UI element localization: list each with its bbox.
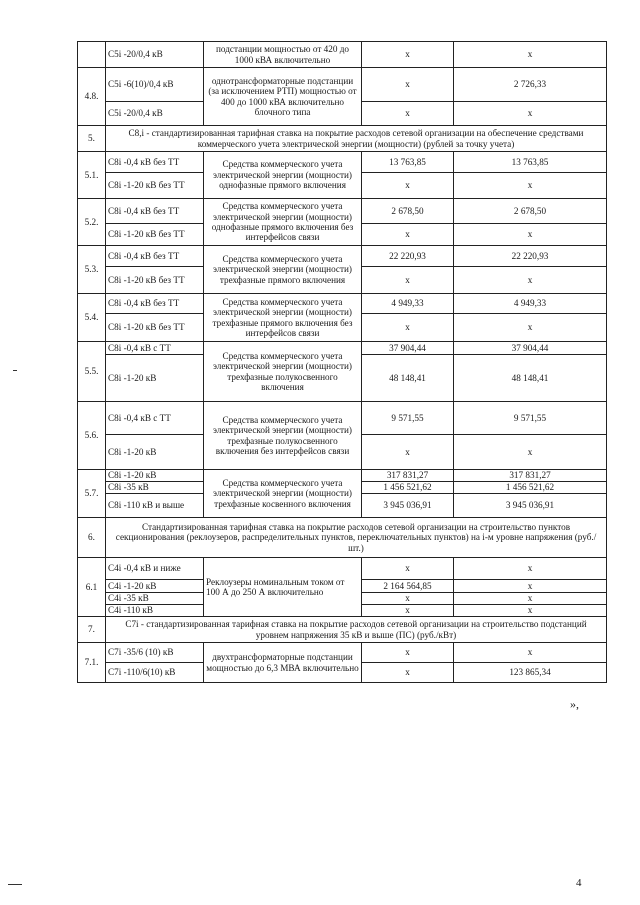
row-number: 5.2. <box>78 199 106 246</box>
row-value: 13 763,85 <box>454 152 607 173</box>
row-value: 2 726,33 <box>454 68 607 102</box>
row-value: x <box>454 435 607 470</box>
row-code: C8i -1-20 кВ без ТТ <box>106 224 204 246</box>
section-header-row <box>78 518 607 558</box>
row-code: C8i -1-20 кВ без ТТ <box>106 267 204 294</box>
table-row <box>78 152 607 173</box>
row-value: x <box>454 42 607 68</box>
row-code: C5i -6(10)/0,4 кВ <box>106 68 204 102</box>
row-number: 5.5. <box>78 342 106 402</box>
row-code: C4i -110 кВ <box>106 605 204 617</box>
row-description: двухтрансформаторные подстанции мощностью до 6,3 МВА включительно <box>204 643 362 683</box>
row-value: x <box>362 558 454 580</box>
table-row <box>78 199 607 224</box>
row-code: C8i -1-20 кВ <box>106 355 204 402</box>
row-description: Средства коммерческого учета электрической энергии (мощности) однофазные прямого включения без интерфейсов связи <box>204 199 362 246</box>
row-description: Средства коммерческого учета электрической энергии (мощности) трехфазные прямого включения <box>204 246 362 294</box>
row-description: Средства коммерческого учета электрической энергии (мощности) трехфазные полукосвенного включения без интерфейсов связи <box>204 402 362 470</box>
row-value: 1 456 521,62 <box>454 482 607 494</box>
row-value: 37 904,44 <box>362 342 454 355</box>
row-value: x <box>454 580 607 593</box>
row-code: C8i -35 кВ <box>106 482 204 494</box>
row-value: x <box>362 593 454 605</box>
closing-quote: », <box>570 697 579 711</box>
table-row <box>78 68 607 102</box>
row-code: C8i -1-20 кВ без ТТ <box>106 173 204 199</box>
table-row <box>78 402 607 435</box>
row-value: x <box>454 593 607 605</box>
row-description: подстанции мощностью от 420 до 1000 кВА включительно <box>204 42 362 68</box>
row-number: 5.7. <box>78 470 106 518</box>
row-value: 9 571,55 <box>454 402 607 435</box>
row-value: 48 148,41 <box>454 355 607 402</box>
row-value: 317 831,27 <box>454 470 607 482</box>
row-value: x <box>454 643 607 663</box>
section-number: 7. <box>78 617 106 643</box>
row-number: 5.4. <box>78 294 106 342</box>
section-header-row <box>78 617 607 643</box>
row-code: C8i -0,4 кВ с ТТ <box>106 402 204 435</box>
row-number: 7.1. <box>78 643 106 683</box>
row-code: C4i -1-20 кВ <box>106 580 204 593</box>
row-description: Реклоузеры номинальным током от 100 А до 250 А включительно <box>204 558 362 617</box>
section-header-row <box>78 126 607 152</box>
row-code: C8i -0,4 кВ с ТТ <box>106 342 204 355</box>
row-code: C8i -1-20 кВ <box>106 435 204 470</box>
row-number: 5.1. <box>78 152 106 199</box>
row-value: x <box>362 314 454 342</box>
row-value: 2 164 564,85 <box>362 580 454 593</box>
table-row <box>78 42 607 68</box>
row-code: C8i -0,4 кВ без ТТ <box>106 294 204 314</box>
row-code: C8i -110 кВ и выше <box>106 494 204 518</box>
row-value: x <box>362 68 454 102</box>
row-value: 4 949,33 <box>362 294 454 314</box>
row-value: 2 678,50 <box>362 199 454 224</box>
row-value: 3 945 036,91 <box>454 494 607 518</box>
table-row <box>78 470 607 482</box>
row-code: C8i -0,4 кВ без ТТ <box>106 199 204 224</box>
row-description: Средства коммерческого учета электрической энергии (мощности) однофазные прямого включения <box>204 152 362 199</box>
row-number: 5.6. <box>78 402 106 470</box>
row-value: 9 571,55 <box>362 402 454 435</box>
row-code: C7i -110/6(10) кВ <box>106 663 204 683</box>
row-value: 4 949,33 <box>454 294 607 314</box>
row-value: x <box>454 224 607 246</box>
row-code: C8i -1-20 кВ без ТТ <box>106 314 204 342</box>
row-code: C5i -20/0,4 кВ <box>106 102 204 126</box>
row-value: 37 904,44 <box>454 342 607 355</box>
row-code: C8i -0,4 кВ без ТТ <box>106 152 204 173</box>
row-value: x <box>362 435 454 470</box>
section-title: C8,i - стандартизированная тарифная ставка на покрытие расходов сетевой организации на обеспечение средствами коммерческого учета электрической энергии (мощности) (рублей за точку учета) <box>106 126 607 152</box>
row-value: 317 831,27 <box>362 470 454 482</box>
row-value: x <box>454 173 607 199</box>
row-value: 48 148,41 <box>362 355 454 402</box>
row-value: x <box>362 605 454 617</box>
row-code: C5i -20/0,4 кВ <box>106 42 204 68</box>
row-number: 4.8. <box>78 68 106 126</box>
row-number: 6.1 <box>78 558 106 617</box>
row-value: x <box>362 42 454 68</box>
row-value: x <box>454 102 607 126</box>
page-number: 4 <box>576 877 582 889</box>
row-value: x <box>454 314 607 342</box>
row-value: x <box>362 643 454 663</box>
row-value: 3 945 036,91 <box>362 494 454 518</box>
row-value: x <box>362 663 454 683</box>
row-value: 2 678,50 <box>454 199 607 224</box>
row-code: C7i -35/6 (10) кВ <box>106 643 204 663</box>
row-value: x <box>454 605 607 617</box>
section-title: Стандартизированная тарифная ставка на покрытие расходов сетевой организации на строительство пунктов секционирования (реклоузеров, распределительных пунктов, переключательных пунктов) на i-м уровне напряжения (руб./шт.) <box>106 518 607 558</box>
table-row <box>78 342 607 355</box>
margin-mark <box>8 884 22 885</box>
row-description: Средства коммерческого учета электрической энергии (мощности) трехфазные косвенного включения <box>204 470 362 518</box>
row-value: x <box>454 558 607 580</box>
row-value: x <box>454 267 607 294</box>
row-value: 22 220,93 <box>454 246 607 267</box>
row-value: 1 456 521,62 <box>362 482 454 494</box>
row-code: C4i -35 кВ <box>106 593 204 605</box>
row-number <box>78 42 106 68</box>
row-value: 13 763,85 <box>362 152 454 173</box>
row-code: C8i -0,4 кВ без ТТ <box>106 246 204 267</box>
table-row <box>78 294 607 314</box>
row-number: 5.3. <box>78 246 106 294</box>
row-value: 123 865,34 <box>454 663 607 683</box>
row-description: Средства коммерческого учета электрической энергии (мощности) трехфазные прямого включения без интерфейсов связи <box>204 294 362 342</box>
margin-mark <box>13 370 17 371</box>
tariff-table <box>77 41 607 683</box>
row-code: C8i -1-20 кВ <box>106 470 204 482</box>
row-value: x <box>362 267 454 294</box>
row-description: Средства коммерческого учета электрической энергии (мощности) трехфазные полукосвенного включения <box>204 342 362 402</box>
section-number: 6. <box>78 518 106 558</box>
table-row <box>78 246 607 267</box>
table-row <box>78 558 607 580</box>
section-number: 5. <box>78 126 106 152</box>
table-row <box>78 643 607 663</box>
section-title: C7i - стандартизированная тарифная ставка на покрытие расходов сетевой организации на строительство подстанций уровнем напряжения 35 кВ и выше (ПС) (руб./кВт) <box>106 617 607 643</box>
row-value: x <box>362 224 454 246</box>
row-value: x <box>362 173 454 199</box>
row-description: однотрансформаторные подстанции (за исключением РТП) мощностью от 400 до 1000 кВА включительно блочного типа <box>204 68 362 126</box>
row-value: x <box>362 102 454 126</box>
row-value: 22 220,93 <box>362 246 454 267</box>
row-code: C4i -0,4 кВ и ниже <box>106 558 204 580</box>
